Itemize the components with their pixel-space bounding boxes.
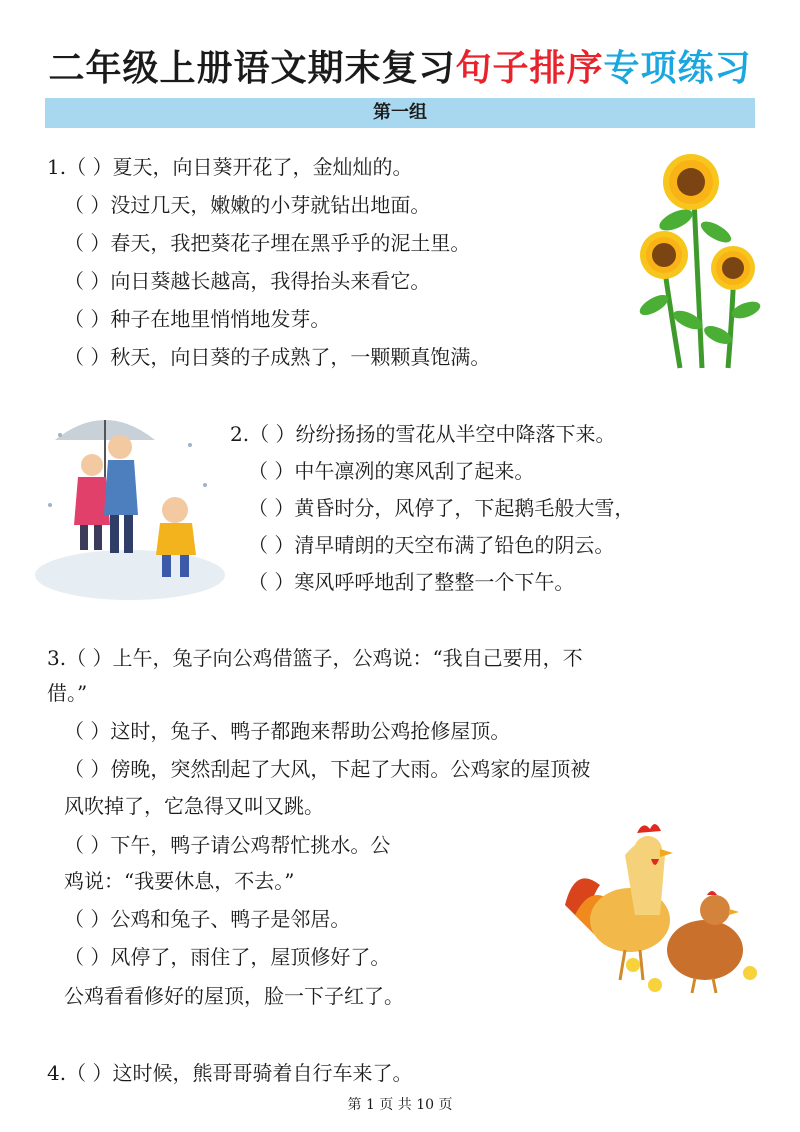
sentence: 向日葵越长越高，我得抬头来看它。 — [110, 269, 431, 293]
answer-blank[interactable]: （ ） — [64, 269, 111, 293]
q1-item-3 — [64, 230, 470, 256]
sentence: 纷纷扬扬的雪花从半空中降落下来。 — [295, 422, 616, 446]
q1-item-5 — [64, 306, 330, 332]
q4-number: 4. — [47, 1061, 67, 1085]
q1-item-2 — [64, 192, 430, 218]
q3-item-6 — [64, 944, 390, 970]
q3-item-3 — [64, 756, 590, 782]
q3-item-1-cont: 借。” — [47, 681, 88, 705]
q1-item-1 — [47, 154, 412, 180]
answer-blank[interactable]: （ ） — [64, 907, 111, 931]
answer-blank[interactable]: （ ） — [248, 533, 295, 557]
q2-item-2 — [248, 458, 534, 484]
sentence: 种子在地里悄悄地发芽。 — [110, 307, 331, 331]
q3-item-4-cont: 鸡说：“我要休息，不去。” — [64, 869, 295, 893]
q2-item-5 — [248, 569, 574, 595]
sentence: 下午，鸭子请公鸡帮忙挑水。公 — [110, 833, 391, 857]
answer-blank[interactable]: （ ） — [66, 155, 113, 179]
sentence: 春天，我把葵花子埋在黑乎乎的泥土里。 — [110, 231, 471, 255]
sentence: 傍晚，突然刮起了大风，下起了大雨。公鸡家的屋顶被 — [110, 757, 591, 781]
answer-blank[interactable]: （ ） — [248, 496, 295, 520]
q3-item-1 — [47, 645, 583, 671]
rooster-hen-illustration — [555, 815, 760, 1000]
answer-blank[interactable]: （ ） — [64, 193, 111, 217]
q2-item-3 — [248, 495, 634, 521]
q3-item-6-cont: 公鸡看看修好的屋顶，脸一下子红了。 — [64, 984, 404, 1008]
q2-item-1 — [230, 421, 615, 447]
sentence: 公鸡和兔子、鸭子是邻居。 — [110, 907, 351, 931]
q3-item-5 — [64, 906, 350, 932]
sentence: 中午凛冽的寒风刮了起来。 — [294, 459, 535, 483]
answer-blank[interactable]: （ ） — [64, 945, 111, 969]
page-footer: 第 1 页 共 10 页 — [347, 1097, 453, 1113]
sentence: 风停了，雨住了，屋顶修好了。 — [110, 945, 391, 969]
sentence: 秋天，向日葵的子成熟了，一颗颗真饱满。 — [110, 345, 491, 369]
answer-blank[interactable]: （ ） — [249, 422, 296, 446]
sunflower-illustration — [636, 150, 761, 375]
answer-blank[interactable]: （ ） — [64, 833, 111, 857]
title-main: 二年级上册语文期末复习 — [48, 48, 456, 89]
answer-blank[interactable]: （ ） — [248, 570, 295, 594]
sentence: 黄昏时分，风停了，下起鹅毛般大雪， — [294, 496, 635, 520]
q2-item-4 — [248, 532, 614, 558]
answer-blank[interactable]: （ ） — [66, 646, 113, 670]
answer-blank[interactable]: （ ） — [64, 757, 111, 781]
sentence: 夏天，向日葵开花了，金灿灿的。 — [112, 155, 413, 179]
answer-blank[interactable]: （ ） — [66, 1061, 113, 1085]
answer-blank[interactable]: （ ） — [64, 719, 111, 743]
answer-blank[interactable]: （ ） — [248, 459, 295, 483]
sentence: 这时候，熊哥哥骑着自行车来了。 — [112, 1061, 413, 1085]
q3-number: 3. — [47, 646, 67, 670]
q1-item-6 — [64, 344, 490, 370]
page-title — [0, 40, 800, 91]
q4-item-1 — [47, 1060, 412, 1086]
answer-blank[interactable]: （ ） — [64, 231, 111, 255]
q1-number: 1. — [47, 155, 67, 179]
sentence: 没过几天，嫩嫩的小芽就钻出地面。 — [110, 193, 431, 217]
group-heading: 第一组 — [45, 98, 755, 128]
sentence: 寒风呼呼地刮了整整一个下午。 — [294, 570, 575, 594]
answer-blank[interactable]: （ ） — [64, 345, 111, 369]
q1-item-4 — [64, 268, 430, 294]
sentence: 这时，兔子、鸭子都跑来帮助公鸡抢修屋顶。 — [110, 719, 511, 743]
title-highlight: 句子排序 — [455, 48, 604, 89]
sentence: 上午，兔子向公鸡借篮子，公鸡说：“我自己要用，不 — [112, 646, 583, 670]
q3-item-4 — [64, 832, 390, 858]
answer-blank[interactable]: （ ） — [64, 307, 111, 331]
q3-item-3-cont: 风吹掉了，它急得又叫又跳。 — [64, 794, 324, 818]
sentence: 清早晴朗的天空布满了铅色的阴云。 — [294, 533, 615, 557]
q2-number: 2. — [230, 422, 250, 446]
q3-item-2 — [64, 718, 510, 744]
winter-family-illustration — [30, 405, 225, 605]
title-suffix: 专项练习 — [603, 48, 752, 89]
